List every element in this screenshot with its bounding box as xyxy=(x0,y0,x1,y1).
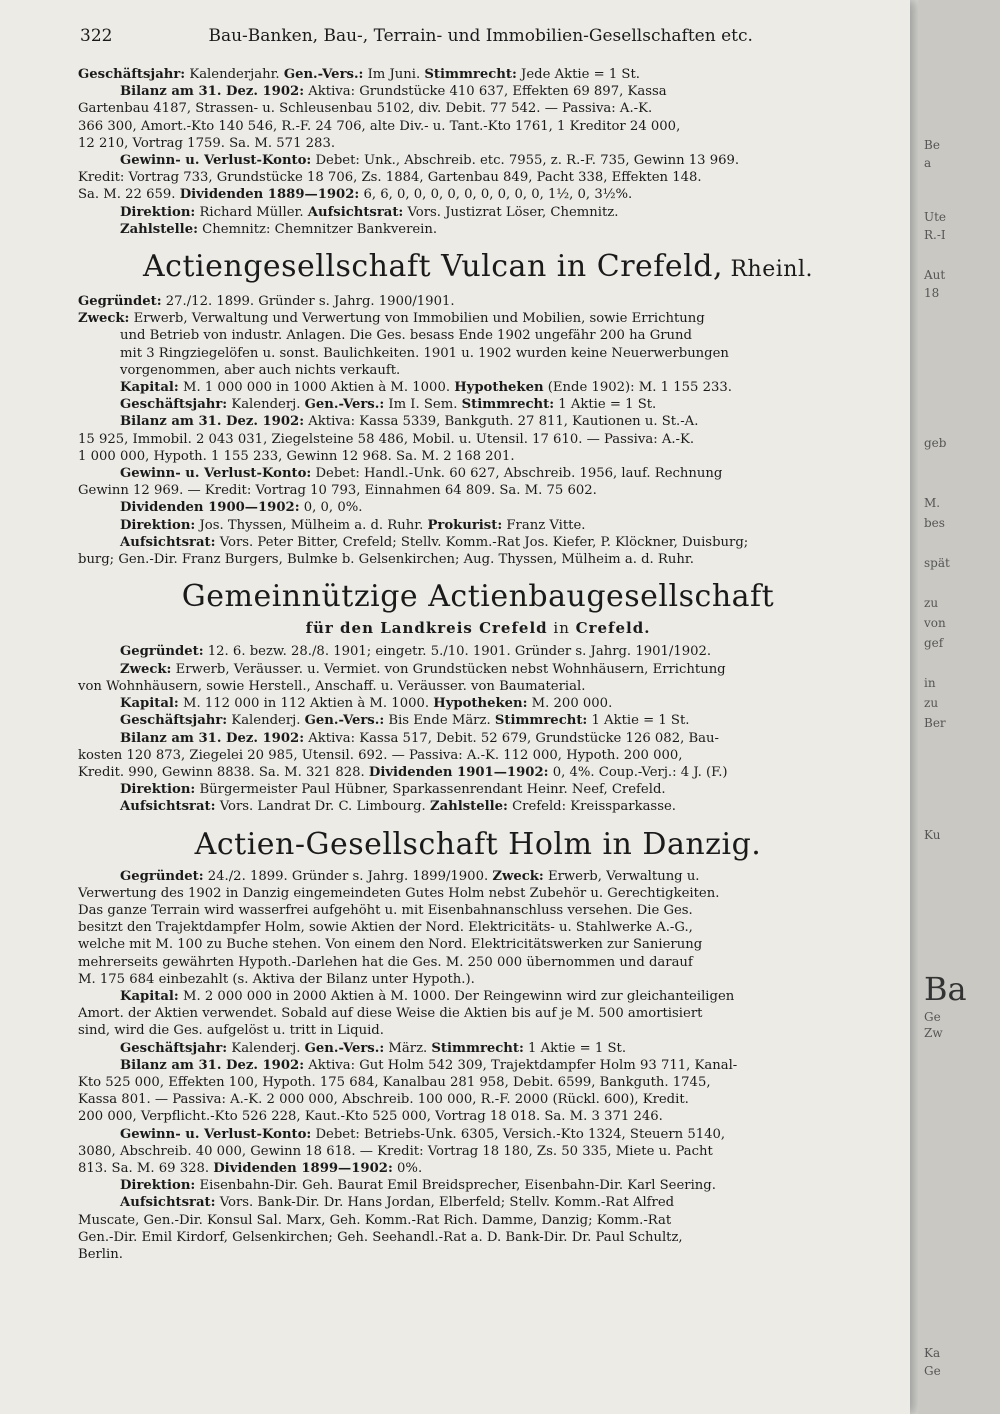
field-value: Im I. Sem. xyxy=(384,397,462,413)
field-label: Geschäftsjahr: xyxy=(120,713,228,729)
field-label: Gegründet: xyxy=(120,644,204,660)
text-line xyxy=(78,551,878,568)
body-text: 12 210, Vortrag 1759. Sa. M. 571 283. xyxy=(78,135,336,151)
text-line xyxy=(78,868,878,885)
neighbor-text-fragment: a xyxy=(924,156,932,170)
neighbor-text-fragment: Ka xyxy=(924,1346,941,1360)
field-value: 12. 6. bezw. 28./8. 1901; eingetr. 5./10. 1901. Gründer s. Jahrg. 1901/1902. xyxy=(203,644,712,660)
text-line xyxy=(78,1108,878,1125)
field-label: Aufsichtsrat: xyxy=(120,799,216,815)
body-text: Kassa 801. — Passiva: A.-K. 2 000 000, Abschreib. 100 000, R.-F. 2000 (Rückl. 600), Kredit. xyxy=(78,1092,689,1108)
company-name: Actiengesellschaft Vulcan in Crefeld, xyxy=(143,249,723,285)
field-value: 24./2. 1899. Gründer s. Jahrg. 1899/1900. xyxy=(203,868,493,884)
field-value: Aktiva: Gut Holm 542 309, Trajektdampfer Holm 93 711, Kanal- xyxy=(304,1057,738,1073)
text-line xyxy=(78,781,878,798)
text-line xyxy=(78,1212,878,1229)
neighbor-text-fragment: Ge xyxy=(924,1010,941,1024)
field-value: 1 Aktie = 1 St. xyxy=(587,713,690,729)
neighbor-text-fragment: Zw xyxy=(924,1026,943,1040)
body-text: 1 000 000, Hypoth. 1 155 233, Gewinn 12 968. Sa. M. 2 168 201. xyxy=(78,448,515,464)
field-value: M. 1 000 000 in 1000 Aktien à M. 1000. xyxy=(178,380,455,396)
body-text: Kredit: Vortrag 733, Grundstücke 18 706, Zs. 1884, Gartenbau 849, Pacht 338, Effekten 148. xyxy=(78,170,702,186)
text-line xyxy=(78,1229,878,1246)
field-label: Geschäftsjahr: xyxy=(78,67,186,82)
field-value: 0, 0, 0%. xyxy=(299,500,363,516)
field-label: Aufsichtsrat: xyxy=(120,534,216,550)
field-label: Hypotheken xyxy=(454,380,544,396)
field-label: Dividenden 1901—1902: xyxy=(368,764,549,780)
field-value: Vors. Bank-Dir. Dr. Hans Jordan, Elberfeld; Stellv. Komm.-Rat Alfred xyxy=(215,1195,675,1211)
field-value: Crefeld: Kreissparkasse. xyxy=(507,799,676,815)
text-line xyxy=(78,186,878,203)
body-text: Kto 525 000, Effekten 100, Hypoth. 175 684, Kanalbau 281 958, Debit. 6599, Bankguth. 1745, xyxy=(78,1074,711,1090)
field-label: Direktion: xyxy=(120,782,196,798)
company-name: Gemeinnützige Actienbaugesellschaft xyxy=(181,579,775,615)
page-header xyxy=(80,26,840,46)
text-line xyxy=(78,379,878,396)
text-line xyxy=(78,1022,878,1039)
field-value: Vors. Peter Bitter, Crefeld; Stellv. Komm.-Rat Jos. Kiefer, P. Klöckner, Duisburg; xyxy=(215,534,749,550)
field-value: 1 Aktie = 1 St. xyxy=(554,397,657,413)
field-value: Kredit. 990, Gewinn 8838. Sa. M. 321 828. xyxy=(78,764,369,780)
field-label: Zahlstelle: xyxy=(120,221,198,237)
field-value: Kalenderj. xyxy=(227,397,305,413)
body-text: sind, wird die Ges. aufgelöst u. tritt in Liquid. xyxy=(78,1023,384,1039)
text-line xyxy=(78,499,878,516)
text-line xyxy=(78,517,878,534)
neighbor-text-fragment: zu xyxy=(924,596,939,610)
field-label: Bilanz am 31. Dez. 1902: xyxy=(120,730,305,746)
field-label: Gewinn- u. Verlust-Konto: xyxy=(120,153,312,169)
field-value: 6, 6, 0, 0, 0, 0, 0, 0, 0, 0, 0, 1½, 0, 3½%. xyxy=(359,187,633,203)
text-line xyxy=(78,327,878,344)
text-line xyxy=(78,66,878,83)
field-value: Im Juni. xyxy=(363,67,425,82)
field-label: Gewinn- u. Verlust-Konto: xyxy=(120,1126,312,1142)
field-value: Chemnitz: Chemnitzer Bankverein. xyxy=(197,221,438,237)
text-line xyxy=(78,747,878,764)
body-text: 366 300, Amort.-Kto 140 546, R.-F. 24 706, alte Div.- u. Tant.-Kto 1761, 1 Kreditor 24 000, xyxy=(78,118,681,134)
field-label: Zahlstelle: xyxy=(429,799,508,815)
neighbor-text-fragment: zu xyxy=(924,696,939,710)
subtitle-city: Crefeld. xyxy=(575,619,651,638)
field-value: Jede Aktie = 1 St. xyxy=(516,67,640,82)
field-label: Gewinn- u. Verlust-Konto: xyxy=(120,466,312,482)
field-label: Gen.-Vers.: xyxy=(304,397,385,413)
field-label: Kapital: xyxy=(120,380,179,396)
text-line xyxy=(78,396,878,413)
field-value: Aktiva: Kassa 5339, Bankguth. 27 811, Kautionen u. St.-A. xyxy=(304,414,699,430)
field-value: (Ende 1902): M. 1 155 233. xyxy=(543,380,732,396)
body-text: vorgenommen, aber auch nichts verkauft. xyxy=(120,362,401,378)
text-line xyxy=(78,1126,878,1143)
page-body xyxy=(78,66,878,1263)
field-label: Prokurist: xyxy=(427,517,503,533)
page-number: 322 xyxy=(80,26,113,46)
body-text: Gewinn 12 969. — Kredit: Vortrag 10 793, Einnahmen 64 809. Sa. M. 75 602. xyxy=(78,483,597,499)
text-line xyxy=(78,988,878,1005)
text-line xyxy=(78,413,878,430)
neighbor-text-fragment: M. xyxy=(924,496,941,510)
text-line xyxy=(78,764,878,781)
body-text: Das ganze Terrain wird wasserfrei aufgehöht u. mit Eisenbahnanschluss versehen. Die Ges. xyxy=(78,902,693,918)
text-line xyxy=(78,431,878,448)
field-value: Jos. Thyssen, Mülheim a. d. Ruhr. xyxy=(195,517,428,533)
field-label: Hypotheken: xyxy=(433,696,528,712)
field-value: 0, 4%. Coup.-Verj.: 4 J. (F.) xyxy=(548,764,728,780)
text-line xyxy=(78,695,878,712)
field-value: 27./12. 1899. Gründer s. Jahrg. 1900/1901. xyxy=(161,294,455,310)
text-line xyxy=(78,1074,878,1091)
field-value: Sa. M. 22 659. xyxy=(78,187,180,203)
field-label: Aufsichtsrat: xyxy=(120,1195,216,1211)
body-text: Gen.-Dir. Emil Kirdorf, Gelsenkirchen; Geh. Seehandl.-Rat a. D. Bank-Dir. Dr. Paul Schultz, xyxy=(78,1229,683,1245)
field-label: Bilanz am 31. Dez. 1902: xyxy=(120,414,305,430)
body-text: mehrerseits gewährten Hypoth.-Darlehen hat die Ges. M. 250 000 übernommen und darauf xyxy=(78,954,693,970)
neighbor-text-fragment: Ge xyxy=(924,1364,941,1378)
field-value: Debet: Handl.-Unk. 60 627, Abschreib. 1956, lauf. Rechnung xyxy=(311,466,723,482)
body-text: burg; Gen.-Dir. Franz Burgers, Bulmke b. Gelsenkirchen; Aug. Thyssen, Mülheim a. d. Ruhr. xyxy=(78,552,694,568)
field-value: Aktiva: Kassa 517, Debit. 52 679, Grundstücke 126 082, Bau- xyxy=(304,730,719,746)
text-line xyxy=(78,661,878,678)
text-line xyxy=(78,919,878,936)
field-value: Bis Ende März. xyxy=(384,713,495,729)
text-line xyxy=(78,1194,878,1211)
text-line xyxy=(78,169,878,186)
field-value: 0%. xyxy=(392,1160,423,1176)
field-value: März. xyxy=(384,1040,432,1056)
field-label: Stimmrecht: xyxy=(494,713,588,729)
body-text: M. 175 684 einbezahlt (s. Aktiva der Bilanz unter Hypoth.). xyxy=(78,971,475,987)
text-line xyxy=(78,448,878,465)
field-value: Erwerb, Verwaltung u. xyxy=(543,868,700,884)
company-subtitle xyxy=(78,620,878,637)
field-label: Gegründet: xyxy=(120,868,204,884)
text-line xyxy=(78,118,878,135)
field-value: Erwerb, Verwaltung und Verwertung von Immobilien und Mobilien, sowie Errichtung xyxy=(129,311,705,327)
body-text: 3080, Abschreib. 40 000, Gewinn 18 618. — Kredit: Vortrag 18 180, Zs. 50 335, Miete u. Pacht xyxy=(78,1143,713,1159)
running-title: Bau-Banken, Bau-, Terrain- und Immobilien-Gesellschaften etc. xyxy=(208,26,753,46)
neighbor-text-fragment: R.-I xyxy=(924,228,946,242)
field-value: Vors. Justizrat Löser, Chemnitz. xyxy=(403,204,619,220)
field-value: Bürgermeister Paul Hübner, Sparkassenrendant Heinr. Neef, Crefeld. xyxy=(195,782,666,798)
body-text: Amort. der Aktien verwendet. Sobald auf diese Weise die Aktien bis auf je M. 500 amortisiert xyxy=(78,1006,703,1022)
neighbor-text-fragment: Aut xyxy=(924,268,946,282)
text-line xyxy=(78,482,878,499)
text-line xyxy=(78,310,878,327)
field-label: Gen.-Vers.: xyxy=(304,1040,385,1056)
text-line xyxy=(78,465,878,482)
neighbor-text-fragment: Ku xyxy=(924,828,941,842)
text-line xyxy=(78,1246,878,1263)
body-text: Verwertung des 1902 in Danzig eingemeindeten Gutes Holm nebst Zubehör u. Gerechtigkeiten. xyxy=(78,885,720,901)
field-label: Stimmrecht: xyxy=(431,1040,524,1056)
company-title xyxy=(78,826,878,864)
field-label: Kapital: xyxy=(120,988,179,1004)
neighbor-text-fragment: spät xyxy=(924,556,950,570)
body-text: welche mit M. 100 zu Buche stehen. Von einem den Nord. Elektricitätswerken zur Sanierung xyxy=(78,937,703,953)
text-line xyxy=(78,643,878,660)
field-label: Stimmrecht: xyxy=(424,67,517,82)
field-value: M. 200 000. xyxy=(527,696,613,712)
body-text: und Betrieb von industr. Anlagen. Die Ges. besass Ende 1902 ungefähr 200 ha Grund xyxy=(120,328,692,344)
text-line xyxy=(78,1005,878,1022)
field-label: Stimmrecht: xyxy=(461,397,555,413)
text-line xyxy=(78,954,878,971)
text-line xyxy=(78,1091,878,1108)
field-value: Debet: Betriebs-Unk. 6305, Versich.-Kto 1324, Steuern 5140, xyxy=(311,1126,726,1142)
neighbor-text-fragment: von xyxy=(924,616,946,630)
field-label: Zweck: xyxy=(492,868,544,884)
field-label: Direktion: xyxy=(120,1178,196,1194)
field-value: Eisenbahn-Dir. Geh. Baurat Emil Breidsprecher, Eisenbahn-Dir. Karl Seering. xyxy=(195,1178,716,1194)
field-label: Geschäftsjahr: xyxy=(120,1040,228,1056)
text-line xyxy=(78,293,878,310)
neighbor-text-fragment: Ute xyxy=(924,210,947,224)
body-text: kosten 120 873, Ziegelei 20 985, Utensil. 692. — Passiva: A.-K. 112 000, Hypoth. 200 000, xyxy=(78,747,683,763)
text-line xyxy=(78,971,878,988)
neighbor-text-fragment: Ber xyxy=(924,716,946,730)
field-value: 1 Aktie = 1 St. xyxy=(523,1040,627,1056)
field-label: Bilanz am 31. Dez. 1902: xyxy=(120,84,305,100)
neighbor-text-fragment: bes xyxy=(924,516,945,530)
field-label: Direktion: xyxy=(120,204,196,220)
field-value: Franz Vitte. xyxy=(502,517,586,533)
text-line xyxy=(78,135,878,152)
text-line xyxy=(78,221,878,238)
field-value: 813. Sa. M. 69 328. xyxy=(78,1160,214,1176)
company-title xyxy=(78,578,878,616)
body-text: Berlin. xyxy=(78,1246,123,1262)
text-line xyxy=(78,885,878,902)
field-label: Gen.-Vers.: xyxy=(283,67,364,82)
field-value: Kalenderj. xyxy=(227,713,305,729)
text-line xyxy=(78,345,878,362)
text-line xyxy=(78,1160,878,1177)
field-label: Kapital: xyxy=(120,696,179,712)
field-label: Dividenden 1889—1902: xyxy=(179,187,360,203)
field-label: Aufsichtsrat: xyxy=(307,204,404,220)
company-name: Actien-Gesellschaft Holm in Danzig. xyxy=(194,826,762,862)
text-line xyxy=(78,83,878,100)
body-text: Gartenbau 4187, Strassen- u. Schleusenbau 5102, div. Debit. 77 542. — Passiva: A.-K. xyxy=(78,101,653,117)
field-value: Debet: Unk., Abschreib. etc. 7955, z. R.-F. 735, Gewinn 13 969. xyxy=(311,153,740,169)
neighbor-text-fragment: geb xyxy=(924,436,947,450)
field-label: Zweck: xyxy=(120,661,172,677)
field-label: Gegründet: xyxy=(78,294,162,310)
subtitle-text: für den Landkreis Crefeld xyxy=(305,619,548,638)
text-line xyxy=(78,204,878,221)
text-line xyxy=(78,152,878,169)
body-text: 15 925, Immobil. 2 043 031, Ziegelsteine 58 486, Mobil. u. Utensil. 17 610. — Passiva: A.-K. xyxy=(78,431,695,447)
neighbor-text-fragment: Ba xyxy=(924,970,967,1008)
text-line xyxy=(78,100,878,117)
field-value: Kalenderj. xyxy=(227,1040,305,1056)
subtitle-connector: in xyxy=(547,619,576,638)
text-line xyxy=(78,712,878,729)
neighbor-text-fragment: 18 xyxy=(924,286,940,300)
text-line xyxy=(78,1057,878,1074)
field-value: Kalenderjahr. xyxy=(185,67,284,82)
body-text: Muscate, Gen.-Dir. Konsul Sal. Marx, Geh. Komm.-Rat Rich. Damme, Danzig; Komm.-Rat xyxy=(78,1212,672,1228)
field-value: M. 112 000 in 112 Aktien à M. 1000. xyxy=(178,696,434,712)
body-text: besitzt den Trajektdampfer Holm, sowie Aktien der Nord. Elektricitäts- u. Stahlwerke A.-G., xyxy=(78,920,693,936)
field-label: Geschäftsjahr: xyxy=(120,397,228,413)
company-location: Rheinl. xyxy=(723,257,813,283)
neighbor-text-fragment: Be xyxy=(924,138,940,152)
field-value: M. 2 000 000 in 2000 Aktien à M. 1000. Der Reingewinn wird zur gleichanteiligen xyxy=(178,988,735,1004)
text-line xyxy=(78,362,878,379)
text-line xyxy=(78,1143,878,1160)
field-value: Vors. Landrat Dr. C. Limbourg. xyxy=(215,799,430,815)
adjacent-page-edge xyxy=(918,0,1000,1414)
field-label: Dividenden 1899—1902: xyxy=(213,1160,393,1176)
field-label: Gen.-Vers.: xyxy=(304,713,385,729)
body-text: von Wohnhäusern, sowie Herstell., Anschaff. u. Veräusser. von Baumaterial. xyxy=(78,678,586,694)
text-line xyxy=(78,936,878,953)
field-label: Zweck: xyxy=(78,311,130,327)
field-label: Direktion: xyxy=(120,517,196,533)
text-line xyxy=(78,902,878,919)
text-line xyxy=(78,730,878,747)
field-value: Erwerb, Veräusser. u. Vermiet. von Grundstücken nebst Wohnhäusern, Errichtung xyxy=(171,661,726,677)
text-line xyxy=(78,1177,878,1194)
field-value: Aktiva: Grundstücke 410 637, Effekten 69 897, Kassa xyxy=(304,84,667,100)
field-label: Bilanz am 31. Dez. 1902: xyxy=(120,1057,305,1073)
neighbor-text-fragment: in xyxy=(924,676,936,690)
text-line xyxy=(78,678,878,695)
field-label: Dividenden 1900—1902: xyxy=(120,500,300,516)
field-value: Richard Müller. xyxy=(195,204,308,220)
text-line xyxy=(78,1040,878,1057)
body-text: mit 3 Ringziegelöfen u. sonst. Baulichkeiten. 1901 u. 1902 wurden keine Neuerwerbungen xyxy=(120,345,729,361)
company-title xyxy=(78,248,878,289)
neighbor-text-fragment: gef xyxy=(924,636,944,650)
text-line xyxy=(78,534,878,551)
body-text: 200 000, Verpflicht.-Kto 526 228, Kaut.-Kto 525 000, Vortrag 18 018. Sa. M. 3 371 246. xyxy=(78,1109,663,1125)
text-line xyxy=(78,798,878,815)
